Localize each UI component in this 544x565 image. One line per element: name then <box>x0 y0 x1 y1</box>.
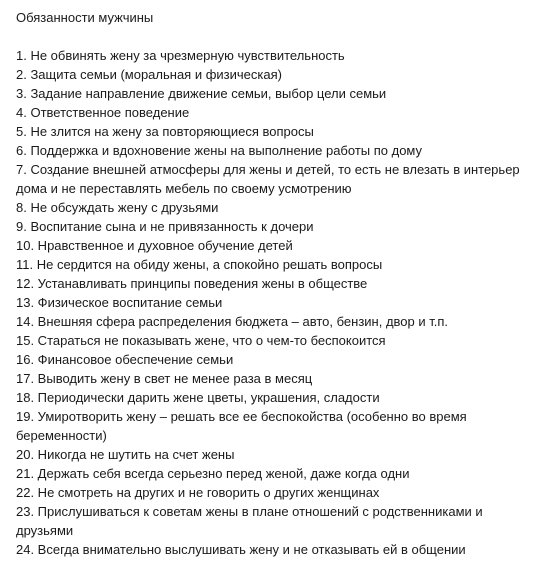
list-item: 23. Прислушиваться к советам жены в плане отношений с родственниками и друзьями <box>16 504 483 538</box>
list-item: 1. Не обвинять жену за чрезмерную чувствительность <box>16 48 345 63</box>
list-item: 19. Умиротворить жену – решать все ее беспокойства (особенно во время беременности) <box>16 409 467 443</box>
list-item: 8. Не обсуждать жену с друзьями <box>16 200 219 215</box>
duties-list <box>16 46 530 559</box>
list-item: 21. Держать себя всегда серьезно перед женой, даже когда одни <box>16 466 410 481</box>
list-item: 17. Выводить жену в свет не менее раза в месяц <box>16 371 313 386</box>
document-title: Обязанности мужчины <box>16 10 154 25</box>
list-item: 6. Поддержка и вдохновение жены на выполнение работы по дому <box>16 143 423 158</box>
list-item: 22. Не смотреть на других и не говорить о других женщинах <box>16 485 380 500</box>
list-item: 3. Задание направление движение семьи, выбор цели семьи <box>16 86 387 101</box>
list-item: 20. Никогда не шутить на счет жены <box>16 447 235 462</box>
list-item: 18. Периодически дарить жене цветы, украшения, сладости <box>16 390 380 405</box>
list-item: 13. Физическое воспитание семьи <box>16 295 223 310</box>
list-item: 14. Внешняя сфера распределения бюджета – авто, бензин, двор и т.п. <box>16 314 449 329</box>
list-item: 4. Ответственное поведение <box>16 105 190 120</box>
list-item: 5. Не злится на жену за повторяющиеся вопросы <box>16 124 314 139</box>
list-item: 2. Защита семьи (моральная и физическая) <box>16 67 282 82</box>
list-item: 16. Финансовое обеспечение семьи <box>16 352 234 367</box>
list-item: 15. Стараться не показывать жене, что о чем-то беспокоится <box>16 333 386 348</box>
list-item: 7. Создание внешней атмосферы для жены и детей, то есть не влезать в интерьер дома и не переставлять мебель по своему усмотрению <box>16 162 520 196</box>
list-item: 24. Всегда внимательно выслушивать жену и не отказывать ей в общении <box>16 542 466 557</box>
list-item: 12. Устанавливать принципы поведения жены в обществе <box>16 276 368 291</box>
list-item: 9. Воспитание сына и не привязанность к дочери <box>16 219 314 234</box>
list-item: 10. Нравственное и духовное обучение детей <box>16 238 293 253</box>
list-item: 11. Не сердится на обиду жены, а спокойно решать вопросы <box>16 257 383 272</box>
